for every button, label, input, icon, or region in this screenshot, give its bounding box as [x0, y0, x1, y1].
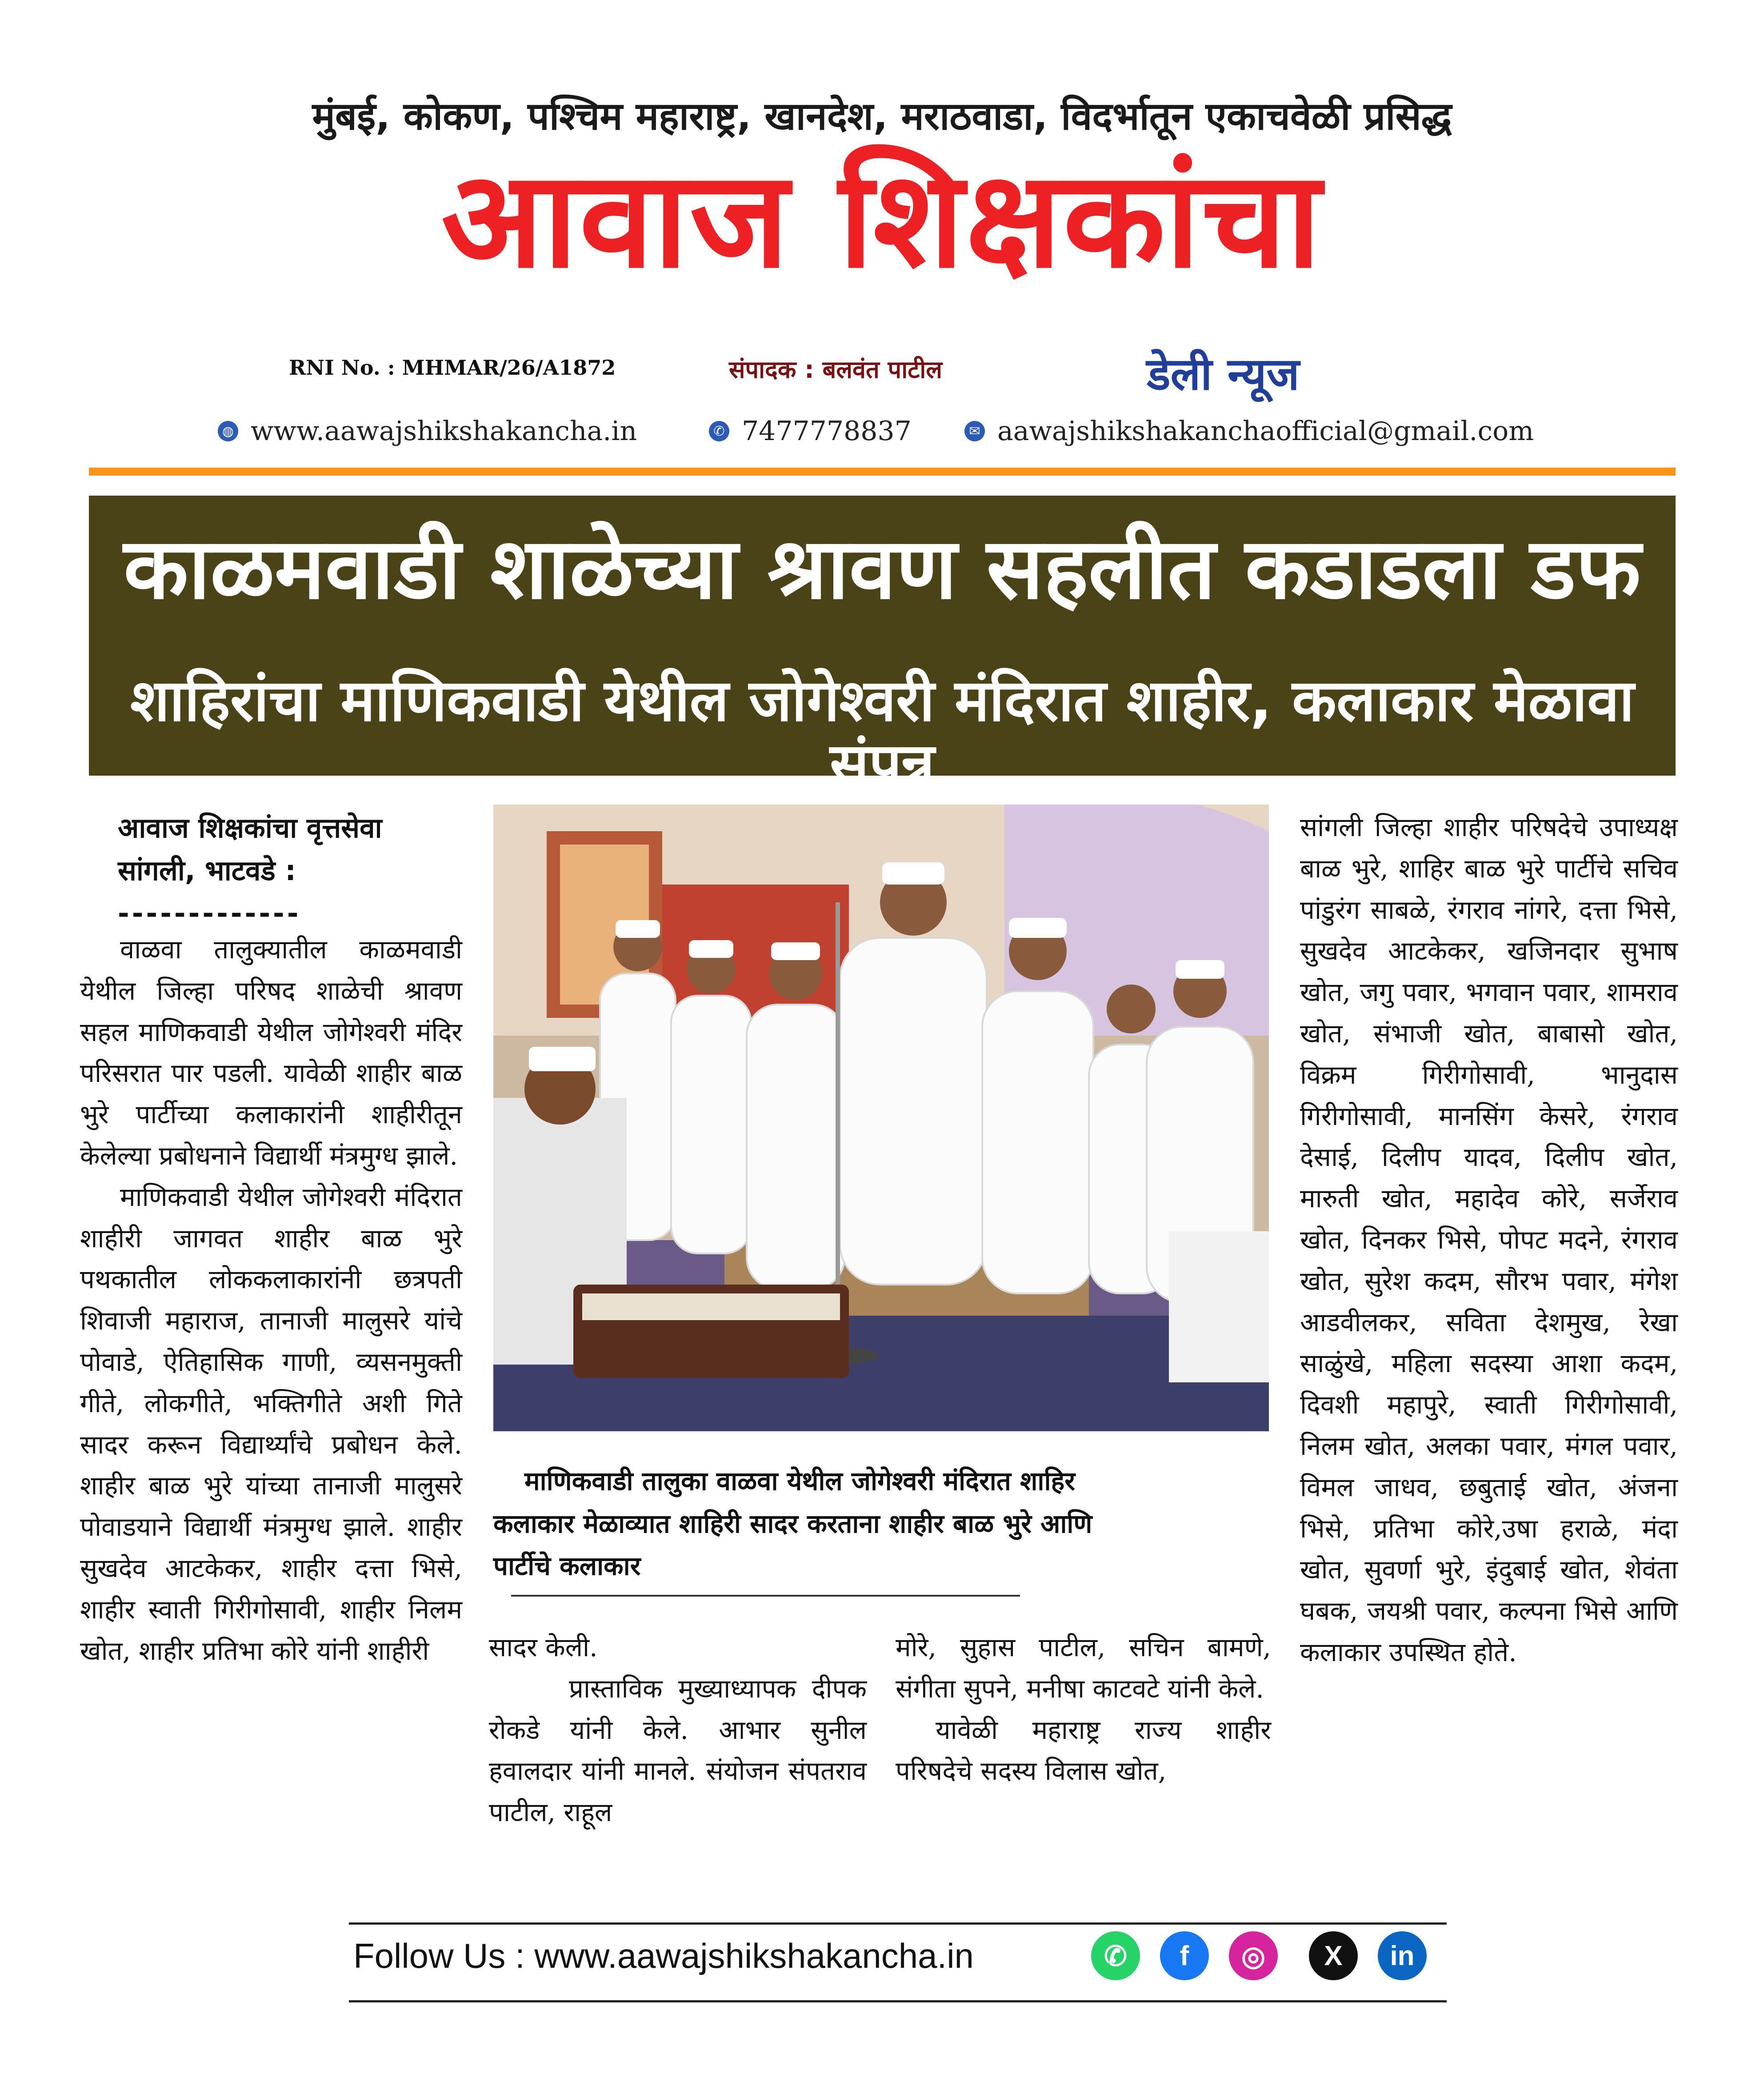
paragraph: मोरे, सुहास पाटील, सचिन बामणे, संगीता सुपने, मनीषा काटवटे यांनी केले.: [896, 1632, 1271, 1704]
footer-bottom-rule: [349, 2000, 1447, 2002]
byline-dashes: -------------: [118, 897, 301, 930]
performers-photo-illustration: [493, 805, 1269, 1431]
event-photo: [493, 805, 1269, 1431]
byline-place: सांगली, भाटवडे :: [118, 854, 296, 887]
facebook-icon[interactable]: f: [1160, 1931, 1209, 1980]
paragraph: सांगली जिल्हा शाहीर परिषदेचे उपाध्यक्ष बाळ भुरे, शाहिर बाळ भुरे पार्टीचे सचिव पांडुरंग साबळे, रंगराव नांगरे, दत्ता भिसे, सुखदेव आटकेकर, खजिनदार सुभाष खोत, जगु पवार, भगवान पवार, शामराव खोत, संभाजी खोत, बाबासो खोत, विक्रम गिरीगोसावी, भानुदास गिरीगोसावी, मानसिंग केसरे, रंगराव देसाई, दिलीप यादव, दिलीप खोत, मारुती खोत, महादेव कोरे, सर्जेराव खोत, दिनकर भिसे, पोपट मदने, रंगराव खोत, सुरेश कदम, सौरभ पवार, मंगेश आडवीलकर, सविता देशमुख, रेखा साळुंखे, महिला सदस्या आशा कदम, दिवशी महापुरे, स्वाती गिरीगोसावी, निलम खोत, अलका पवार, मंगल पवार, विमल जाधव, छबुताई खोत, अंजना भिसे, प्रतिभा कोरे,उषा हराळे, मंदा खोत, सुवर्णा भुरे, इंदुबाई खोत, शेवंता घबक, जयश्री पवार, कल्पना भिसे आणि कलाकार उपस्थित होते.: [1300, 812, 1678, 1667]
x-icon[interactable]: X: [1309, 1931, 1358, 1980]
website-contact[interactable]: [218, 416, 637, 447]
article-column-3: [896, 1627, 1271, 1792]
rni-number: RNI No. : MHMAR/26/A1872: [289, 356, 616, 380]
mail-icon: ✉: [964, 421, 985, 441]
linkedin-icon[interactable]: in: [1378, 1931, 1427, 1980]
byline-source: आवाज शिक्षकांचा वृत्तसेवा: [118, 812, 382, 844]
instagram-icon[interactable]: ◎: [1229, 1931, 1278, 1980]
paragraph: प्रास्ताविक मुख्याध्यापक दीपक रोकडे यांनी केले. आभार सुनील हवालदार यांनी मानले. संयोजन संपतराव पाटील, राहूल: [489, 1673, 867, 1828]
phone-number[interactable]: 7477778837: [742, 416, 912, 447]
tagline: मुंबई, कोकण, पश्चिम महाराष्ट्र, खानदेश, मराठवाडा, विदर्भातून एकाचवेळी प्रसिद्ध: [312, 94, 1452, 139]
paragraph: माणिकवाडी येथील जोगेश्वरी मंदिरात शाहीरी जागवत शाहीर बाळ भुरे पथकातील लोककलाकारांनी छत्रपती शिवाजी महाराज, तानाजी मालुसरे यांचे पोवाडे, ऐतिहासिक गाणी, व्यसनमुक्ती गीते, लोकगीते, भक्तिगीते अशी गिते सादर करून विद्यार्थ्यांचे प्रबोधन केले. शाहीर बाळ भुरे यांच्या तानाजी मालुसरे पोवाडयाने विद्यार्थी मंत्रमुग्ध झाले. शाहीर सुखदेव आटकेकर, शाहीर दत्ता भिसे, शाहीर स्वाती गिरीगोसावी, शाहीर निलम खोत, शाहीर प्रतिभा कोरे यांनी शाहीरी: [80, 1181, 462, 1666]
footer-top-rule: [349, 1922, 1447, 1925]
byline: [118, 807, 382, 935]
main-headline: काळमवाडी शाळेच्या श्रावण सहलीत कडाडला डफ: [123, 520, 1641, 618]
article-column-2: [489, 1627, 867, 1833]
paragraph: सादर केली.: [489, 1632, 598, 1662]
sub-headline: शाहिरांचा माणिकवाडी येथील जोगेश्वरी मंदिरात शाहीर, कलाकार मेळावा संपन्न: [130, 667, 1634, 798]
phone-contact[interactable]: [709, 416, 912, 447]
phone-icon: ✆: [709, 421, 729, 441]
caption-line: माणिकवाडी तालुका वाळवा येथील जोगेश्वरी मंदिरात शाहिर: [524, 1466, 1075, 1496]
edition-label: डेली न्यूज: [1147, 348, 1300, 400]
whatsapp-icon[interactable]: ✆: [1091, 1931, 1140, 1980]
paragraph: वाळवा तालुक्यातील काळमवाडी येथील जिल्हा परिषद शाळेची श्रावण सहल माणिकवाडी येथील जोगेश्वरी मंदिर परिसरात पार पडली. यावेळी शाहीर बाळ भुरे पार्टीच्या कलाकारांनी शाहीरीतून केलेल्या प्रबोधनाने विद्यार्थी मंत्रमुग्ध झाले.: [80, 934, 462, 1171]
caption-divider: [511, 1595, 1020, 1597]
caption-line: कलाकार मेळाव्यात शाहिरी सादर करताना शाहीर बाळ भुरे आणि: [493, 1508, 1092, 1539]
globe-icon: ◍: [218, 421, 238, 441]
photo-caption: [493, 1460, 1249, 1588]
header-divider: [89, 468, 1676, 476]
email-address[interactable]: aawajshikshakanchaofficial@gmail.com: [997, 416, 1534, 447]
article-column-1: [80, 929, 462, 1671]
paragraph: यावेळी महाराष्ट्र राज्य शाहीर परिषदेचे सदस्य विलास खोत,: [896, 1714, 1271, 1786]
follow-us-text[interactable]: Follow Us : www.aawajshikshakancha.in: [353, 1936, 974, 1975]
website-link[interactable]: www.aawajshikshakancha.in: [251, 416, 637, 447]
editor-name: संपादक : बलवंत पाटील: [729, 356, 943, 384]
email-contact[interactable]: [964, 416, 1534, 447]
caption-line: पार्टीचे कलाकार: [493, 1551, 641, 1582]
article-column-4: [1300, 807, 1678, 1673]
masthead-title: आवाज शिक्षकांचा: [441, 142, 1323, 297]
